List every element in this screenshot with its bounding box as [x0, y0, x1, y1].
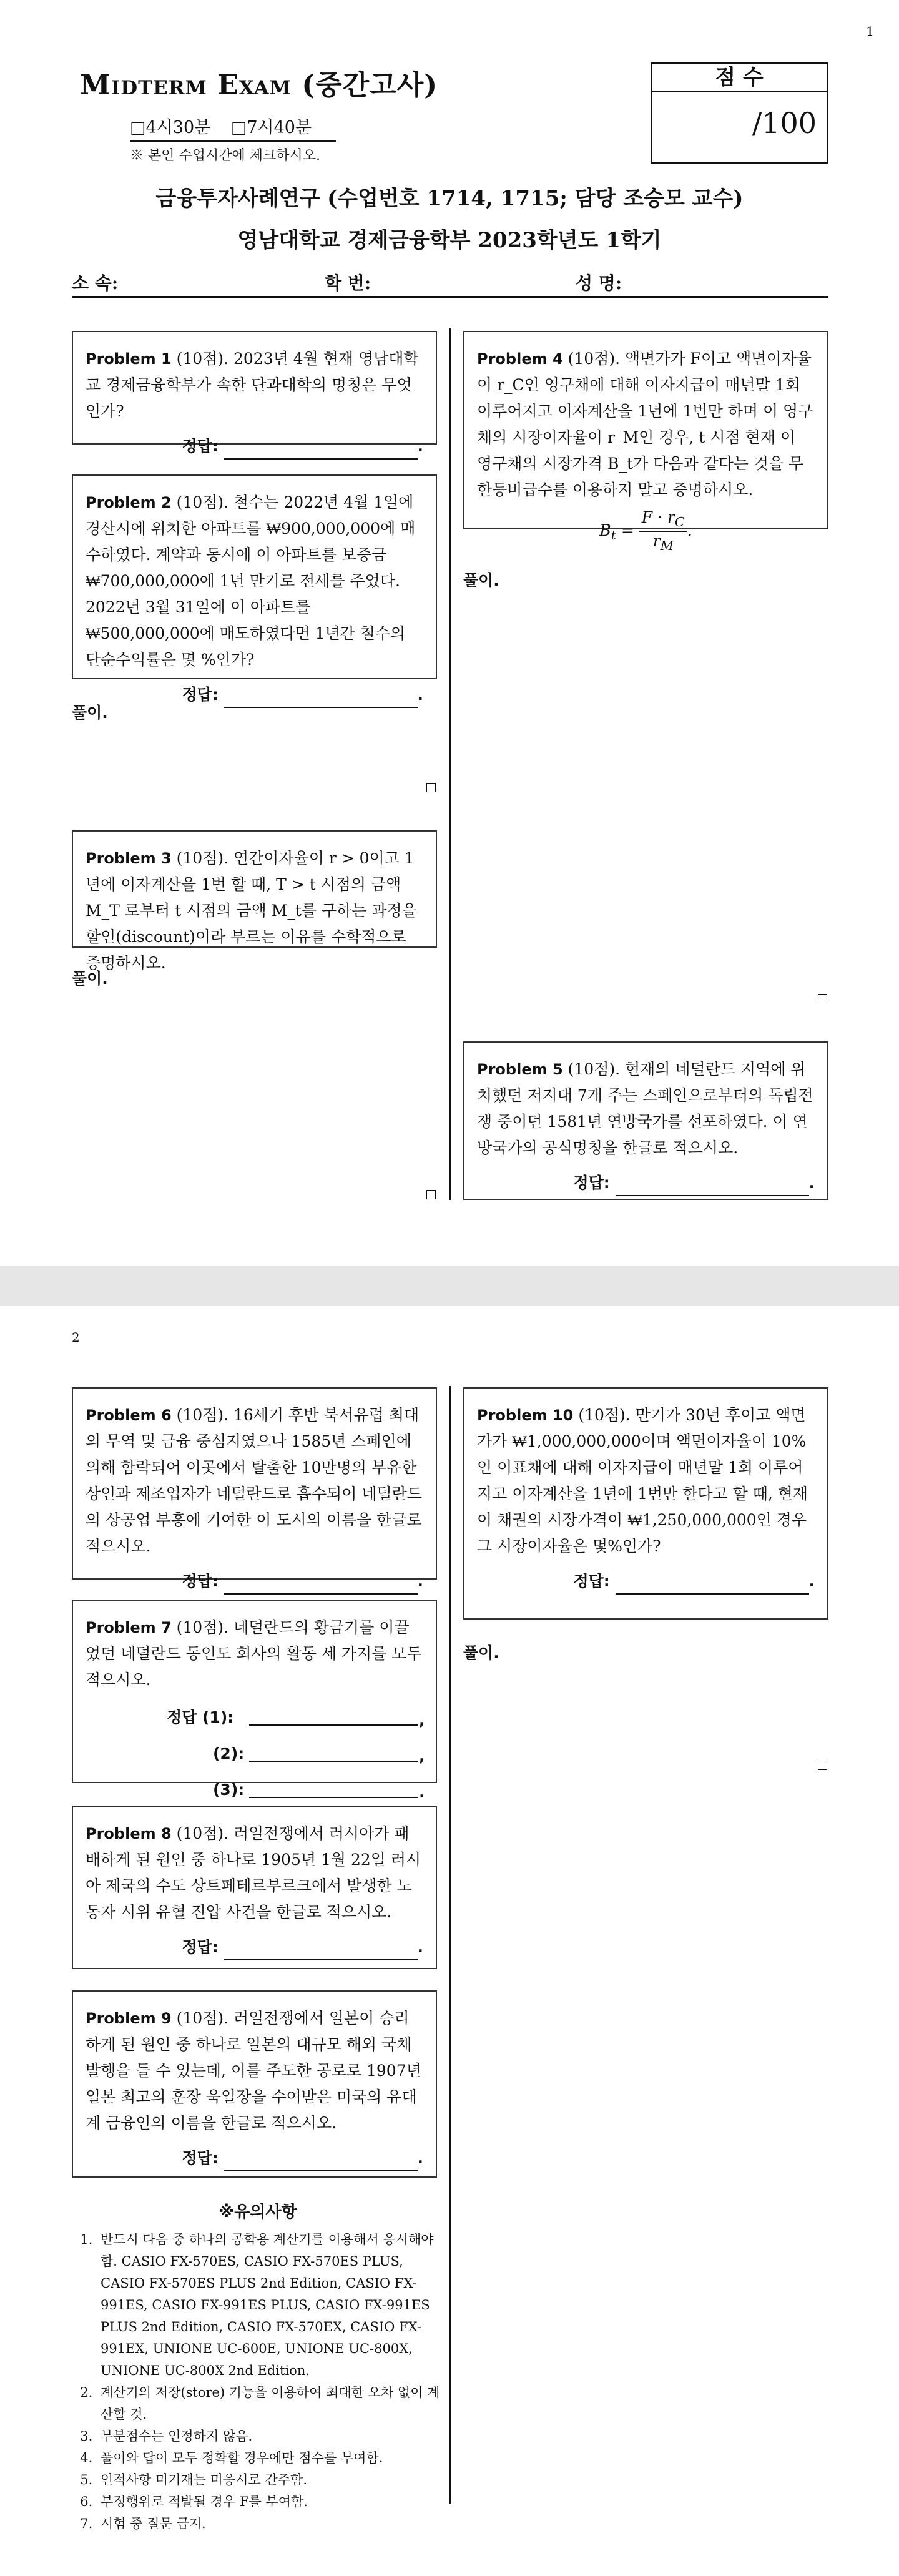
- exam-title: [80, 62, 438, 102]
- work-label: 풀이.: [72, 704, 108, 722]
- header-rule: [72, 296, 828, 298]
- school-line: 영남대학교 경제금융학부 2023학년도 1학기: [237, 228, 662, 253]
- answer-label: 정답:: [182, 686, 219, 704]
- time-options: [130, 114, 336, 142]
- problem-title: Problem 4: [477, 350, 563, 368]
- note-item: 4. 풀이와 답이 모두 정확할 경우에만 점수를 부여함.: [97, 2447, 440, 2469]
- problem-6: [72, 1387, 437, 1590]
- answer-field[interactable]: 정답: .: [86, 433, 423, 460]
- perpetuity-formula: $B_t$ = $\frac{F \cdot r_C}{r_M}$ .: [599, 508, 692, 553]
- problem-title: Problem 8: [86, 1825, 172, 1842]
- answer-field-1[interactable]: 정답 (1): ,: [86, 1699, 423, 1736]
- problem-points: (10점).: [176, 849, 229, 867]
- problem-points: (10점).: [176, 1618, 229, 1636]
- course-title: 금융투자사례연구 (수업번호 1714, 1715; 담당 조승모 교수): [155, 186, 744, 211]
- problem-points: (10점).: [176, 493, 229, 511]
- problem-points: (10점).: [176, 1824, 229, 1842]
- answer-label: 정답:: [182, 2149, 219, 2167]
- answer-line[interactable]: [616, 1176, 809, 1196]
- problem-title: Problem 3: [86, 850, 172, 867]
- exam-page-2: [0, 1306, 899, 2576]
- column-divider: [450, 1386, 451, 2504]
- problem-text: 액면가가 F이고 액면이자율이 r_C인 영구채에 대해 이자지급이 매년말 1회 이루어지고 이자계산을 1년에 1번만 하며 이 영구채의 시장이자율이 r_M인 경우, t 시점 현재 이 영구채의 시장가격 B_t가 다음과 같다는 것을 무한등비급수를 이용하지 말고 증명하시오.: [477, 350, 813, 499]
- answer-field[interactable]: 정답: .: [86, 2145, 423, 2171]
- qed-box: [426, 1190, 436, 1199]
- field-name: 성 명:: [576, 273, 622, 293]
- problem-points: (10점).: [578, 1406, 631, 1424]
- problem-points: (10점).: [176, 350, 229, 368]
- answer-label: 정답 (1):: [167, 1708, 234, 1726]
- note-item: 6. 부정행위로 적발될 경우 F를 부여함.: [97, 2491, 440, 2513]
- problem-text: 네덜란드의 황금기를 이끌었던 네덜란드 동인도 회사의 활동 세 가지를 모두 적으시오.: [86, 1618, 422, 1689]
- time-option-430[interactable]: □4시30분: [130, 118, 211, 137]
- problem-title: Problem 9: [86, 2010, 172, 2027]
- problem-points: (10점).: [567, 1060, 621, 1078]
- answer-fields: [86, 1699, 423, 1808]
- answer-label: 정답:: [573, 1572, 610, 1590]
- note-item: 3. 부분점수는 인정하지 않음.: [97, 2426, 440, 2447]
- exam-page-1: [0, 0, 899, 1266]
- answer-line[interactable]: [224, 1940, 418, 1960]
- answer-line[interactable]: [224, 1575, 418, 1595]
- answer-line[interactable]: [224, 2151, 418, 2171]
- exam-title-korean: (중간고사): [302, 69, 438, 101]
- problem-text: 현재의 네덜란드 지역에 위치했던 저지대 7개 주는 스페인으로부터의 독립전쟁 중이던 1581년 연방국가를 선포하였다. 이 연방국가의 공식명칭을 한글로 적으시오.: [477, 1060, 813, 1157]
- work-label: 풀이.: [463, 571, 499, 589]
- problem-4: [463, 331, 828, 553]
- work-label: 풀이.: [463, 1644, 499, 1662]
- answer-label: 정답:: [182, 437, 219, 455]
- answer-field[interactable]: 정답: .: [477, 1568, 815, 1595]
- problem-3: [72, 830, 437, 972]
- answer-line[interactable]: [616, 1575, 809, 1595]
- problem-text: 연간이자율이 r > 0이고 1년에 이자계산을 1번 할 때, T > t 시점의 금액 M_T 로부터 t 시점의 금액 M_t를 구하는 과정을 할인(discount)이라 부르는 이유를 수학적으로 증명하시오.: [86, 849, 417, 972]
- note-item: 7. 시험 중 질문 금지.: [97, 2513, 440, 2535]
- answer-line[interactable]: [249, 1797, 418, 1798]
- qed-box: [818, 1761, 827, 1770]
- answer-label: (3):: [213, 1781, 245, 1799]
- answer-field[interactable]: 정답: .: [86, 682, 423, 708]
- note-item: 1. 반드시 다음 중 하나의 공학용 계산기를 이용해서 응시해야 함. CASIO FX-570ES, CASIO FX-570ES PLUS, CASIO FX-570ES PLUS 2nd Edition, CASIO FX-991ES, CASIO FX-991ES PLUS, CASIO FX-991ES PLUS 2nd Edition, CASIO FX-570EX, CASIO FX-991EX, UNIONE UC-600E, UNIONE UC-800X, UNIONE UC-800X 2nd Edition.: [97, 2229, 440, 2382]
- qed-box: [426, 783, 436, 792]
- problem-8: [72, 1806, 437, 1969]
- column-divider: [450, 328, 451, 1200]
- note-item: 5. 인적사항 미기재는 미응시로 간주함.: [97, 2469, 440, 2491]
- notes-title: ※유의사항: [219, 2203, 297, 2221]
- score-value: /100: [752, 106, 817, 140]
- problem-title: Problem 1: [86, 350, 172, 368]
- problem-points: (10점).: [176, 1406, 229, 1424]
- problem-title: Problem 6: [86, 1407, 172, 1424]
- answer-line[interactable]: [249, 1761, 418, 1762]
- note-item: 2. 계산기의 저장(store) 기능을 이용하여 최대한 오차 없이 계산할 것.: [97, 2382, 440, 2426]
- problem-2: [72, 474, 437, 704]
- problem-text: 만기가 30년 후이고 액면가가 ₩1,000,000,000이며 액면이자율이 10%인 이표채에 대해 이자지급이 매년말 1회 이루어지고 이자계산을 1년에 1번만 한다고 할 때, 현재 이 채권의 시장가격이 ₩1,250,000,000인 경우 그 시장이자율은 몇%인가?: [477, 1406, 808, 1555]
- score-box: [651, 62, 828, 164]
- answer-label: (2):: [213, 1744, 245, 1762]
- work-label: 풀이.: [72, 970, 108, 988]
- problem-title: Problem 5: [477, 1061, 563, 1078]
- problem-text: 16세기 후반 북서유럽 최대의 무역 및 금융 중심지였으나 1585년 스페인에 의해 함락되어 이곳에서 탈출한 10만명의 부유한 상인과 제조업자가 네덜란드로 흡수되어 네덜란드의 상공업 부흥에 기여한 이 도시의 이름을 한글로 적으시오.: [86, 1406, 422, 1555]
- answer-field-2[interactable]: (2): ,: [86, 1736, 423, 1772]
- problem-5: [463, 1041, 828, 1200]
- page-number: 2: [72, 1330, 80, 1345]
- score-label: 점 수: [652, 64, 827, 92]
- time-option-740[interactable]: □7시40분: [230, 118, 312, 137]
- field-student-id: 학 번:: [325, 273, 371, 293]
- answer-line[interactable]: [249, 1724, 418, 1726]
- problem-points: (10점).: [567, 350, 621, 368]
- answer-field[interactable]: 정답: .: [86, 1568, 423, 1595]
- answer-label: 정답:: [573, 1174, 610, 1192]
- answer-label: 정답:: [182, 1938, 219, 1956]
- answer-field[interactable]: 정답: .: [477, 1170, 815, 1196]
- answer-line[interactable]: [224, 688, 418, 708]
- problem-text: 2023년 4월 현재 영남대학교 경제금융학부가 속한 단과대학의 명칭은 무엇인가?: [86, 350, 419, 420]
- problem-1: [72, 331, 437, 455]
- problem-9: [72, 1990, 437, 2178]
- answer-field[interactable]: 정답: .: [86, 1934, 423, 1960]
- time-note: ※ 본인 수업시간에 체크하시오.: [130, 148, 320, 164]
- problem-points: (10점).: [176, 2009, 229, 2027]
- notes-list: [72, 2229, 440, 2535]
- problem-text: 철수는 2022년 4월 1일에 경산시에 위치한 아파트를 ₩900,000,000에 매수하였다. 계약과 동시에 이 아파트를 보증금 ₩700,000,000에 1년 만기로 전세를 주었다. 2022년 3월 31일에 이 아파트를 ₩500,000,000에 매도하였다면 1년간 철수의 단순수익률은 몇 %인가?: [86, 493, 416, 669]
- exam-title-english: Midterm Exam: [80, 69, 292, 101]
- problem-title: Problem 10: [477, 1407, 574, 1424]
- problem-10: [463, 1387, 828, 1620]
- problem-title: Problem 7: [86, 1619, 172, 1636]
- answer-line[interactable]: [224, 440, 418, 460]
- page-number: 1: [866, 24, 874, 39]
- problem-title: Problem 2: [86, 494, 172, 511]
- field-affiliation: 소 속:: [72, 273, 119, 293]
- problem-text: 러일전쟁에서 러시아가 패배하게 된 원인 중 하나로 1905년 1월 22일 러시아 제국의 수도 상트페테르부르크에서 발생한 노동자 시위 유혈 진압 사건을 한글로 적으시오.: [86, 1824, 421, 1921]
- problem-text: 러일전쟁에서 일본이 승리하게 된 원인 중 하나로 일본의 대규모 해외 국채 발행을 들 수 있는데, 이를 주도한 공로로 1907년 일본 최고의 훈장 욱일장을 수여받은 미국의 유대계 금융인의 이름을 한글로 적으시오.: [86, 2009, 421, 2132]
- qed-box: [818, 994, 827, 1003]
- answer-label: 정답:: [182, 1572, 219, 1590]
- answer-field-3[interactable]: (3): .: [86, 1772, 423, 1808]
- problem-7: [72, 1600, 437, 1801]
